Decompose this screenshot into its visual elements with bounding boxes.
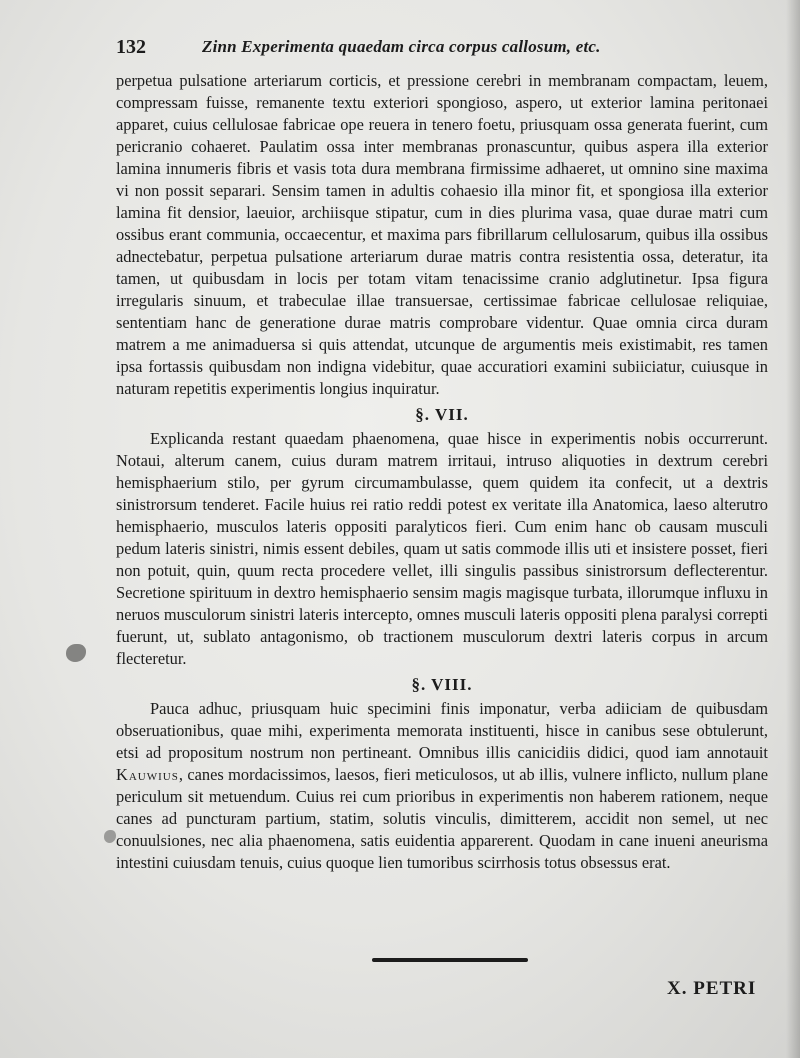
section-heading-vii: §. VII. [415,405,469,424]
body-text [116,70,768,874]
section-viii-text-before: Pauca adhuc, priusquam huic specimini finis imponatur, verba adiiciam de quibusdam obseruationibus, quae mihi, experimenta memorata instituenti, hisce in canibus sese obtulerunt, etsi ad propositum nostrum non pertineant. Omnibus illis canicidiis didici, quod iam annotauit [116,699,768,762]
catchword: X. PETRI [667,978,757,999]
running-head: Zinn Experimenta quaedam circa corpus callosum, etc. [202,37,601,56]
section-viii-paragraph [116,698,768,874]
continued-paragraph: perpetua pulsatione arteriarum corticis, et pressione cerebri in membranam compactam, leuem, compressam fuisse, remanente textu exteriori spongioso, aspero, ut exterior lamina peritonaei apparet, cuius cellulosae fabricae ope reuera in tenero foetu, priusquam ossa generata fuerint, cum pericranio cohaeret. Paulatim ossa inter membranas pronascuntur, quibus aspera illa exterior lamina innumeris fibris et vasis tota dura membrana firmissime adhaeret, ut omnino sine maxima vi non possit separari. Sensim tamen in adultis cohaesio illa minor fit, et spongiosa illa exterior lamina fit densior, laeuior, archiisque stipatur, cum in dies plurima vasa, quae durae matri cum ossibus erant communia, occaecentur, et maxima pars fibrillarum cellulosarum, quibus illa ossibus adnectebatur, perpetua pulsatione arteriarum durae matris contra resistentia ossa, deteratur, ita tamen, ut quibusdam in locis per totam vitam tenacissime cranio adglutinetur. Ipsa figura irregularis sinuum, et trabeculae illae transuersae, certissimae fabricae cellulosae reliquiae, sententiam hanc de generatione durae matris comprobare videntur. Quae omnia circa duram matrem a me animaduersa si quis attendat, utcunque de argumentis meis existimabit, res tamen ipsa fortassis quibusdam non indigna videbitur, quae accuratiori examini subiiciatur, cuiusque in naturam repetitis experimentis longius inquiratur. [116,71,768,398]
author-name: Kauwius [116,765,179,784]
page-header [116,36,766,62]
page-number: 132 [116,36,146,58]
section-vii-paragraph: Explicanda restant quaedam phaenomena, quae hisce in experimentis nobis occurrerunt. Notaui, alterum canem, cuius duram matrem irritaui, intruso aliquoties in dextrum cerebri hemisphaerium stilo, per gyrum circumambulasse, quem quidem ita confecit, ut a dextris sinistrorsum tenderet. Facile huius rei ratio reddi potest ex veritate illa Anatomica, laeso alterutro hemisphaerio, musculos lateris oppositi paralyticos fieri. Cum enim hanc ob causam musculi pedum lateris sinistri, nimis essent debiles, quam ut satis commode illis uti et insistere posset, fieri non potuit, quin, quum recta procedere vellet, illi singulis passibus sinistrorsum deflecterentur. Secretione spirituum in dextro hemisphaerio sensim magis magisque turbata, illorumque influxu in neruos musculorum sinistri lateris intercepto, omnes musculi lateris oppositi plena paralysi correpti fuerunt, ut, sublato antagonismo, ob tractionem musculorum dextri lateris corpus in arcum flecteretur. [116,429,768,668]
ink-stain [66,644,86,662]
page-edge-shadow [786,0,800,1058]
footer-rule [372,958,528,962]
section-heading-viii: §. VIII. [411,675,473,694]
ink-stain [104,830,116,843]
section-viii-text-after: , canes mordacissimos, laesos, fieri meticulosos, ut ab illis, vulnere inflicto, nullum plane periculum sit metuendum. Cuius rei cum prioribus in experimentis non haberem rationem, neque canes ad puncturam partium, statim, solutis vinculis, dimitterem, accidit non semel, ut nec conuulsiones, nec alia phaenomena, satis euidentia apparerent. Quodam in cane inueni aneurisma intestini cuiusdam tenuis, cuius quoque lien tumoribus scirrhosis totus obsessus erat. [116,765,768,872]
